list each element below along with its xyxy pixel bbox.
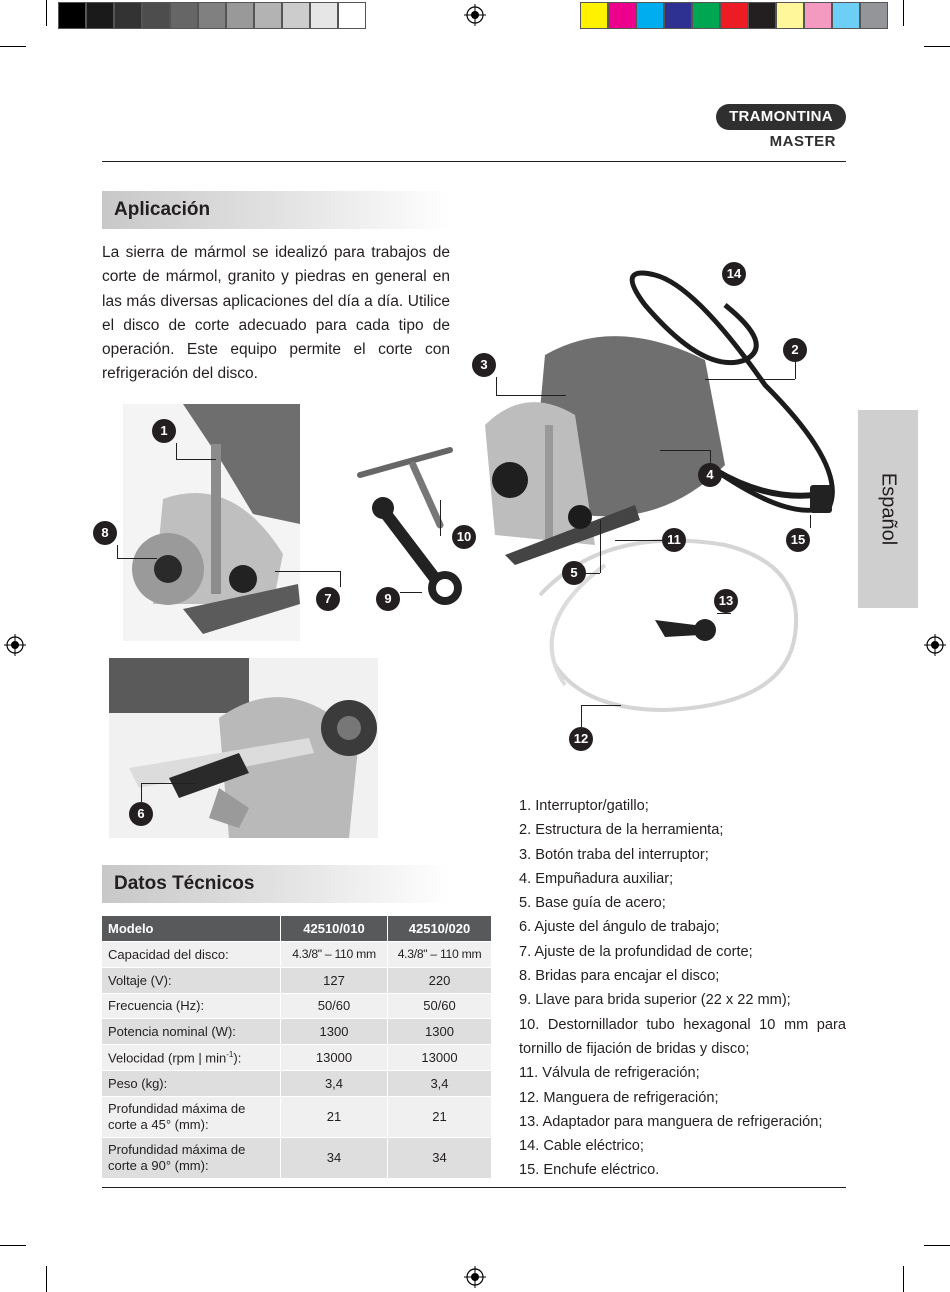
label-superscript: -1 — [226, 1049, 234, 1059]
color-swatch — [692, 2, 720, 29]
header-rule — [102, 161, 846, 162]
registration-mark-icon — [924, 634, 946, 656]
callout-14: 14 — [722, 262, 746, 286]
saw-blade-closeup-photo — [123, 404, 300, 641]
callout-leader — [141, 783, 142, 802]
callout-leader — [117, 558, 157, 559]
color-swatch — [170, 2, 198, 29]
table-row — [102, 942, 491, 968]
callout-11: 11 — [662, 528, 686, 552]
callout-leader — [795, 362, 796, 379]
table-cell: 1300 — [281, 1019, 388, 1045]
color-swatch — [636, 2, 664, 29]
crop-mark — [0, 46, 26, 47]
table-cell: 4.3/8" – 110 mm — [388, 942, 492, 968]
table-cell: 21 — [281, 1096, 388, 1137]
list-item: 11. Válvula de refrigeración; — [519, 1065, 700, 1082]
callout-4: 4 — [698, 463, 722, 487]
color-swatch — [776, 2, 804, 29]
callout-leader — [710, 450, 711, 464]
color-swatch — [580, 2, 608, 29]
brand-sub-logo: MASTER — [769, 133, 836, 150]
callout-12: 12 — [569, 727, 593, 751]
color-swatch — [254, 2, 282, 29]
color-swatch — [310, 2, 338, 29]
table-cell: 3,4 — [388, 1070, 492, 1096]
table-cell: 50/60 — [388, 993, 492, 1019]
callout-leader — [400, 592, 422, 593]
label-text: Velocidad (rpm | min — [108, 1050, 227, 1066]
callout-leader — [600, 520, 601, 573]
table-cell: 13000 — [281, 1045, 388, 1071]
callout-3: 3 — [472, 353, 496, 377]
list-item: 7. Ajuste de la profundidad de corte; — [519, 943, 753, 960]
table-cell-label: Potencia nominal (W): — [102, 1019, 281, 1045]
crop-mark — [903, 0, 904, 26]
crop-mark — [924, 46, 950, 47]
callout-13: 13 — [714, 589, 738, 613]
callout-leader — [581, 705, 621, 706]
table-cell: 50/60 — [281, 993, 388, 1019]
color-swatch — [226, 2, 254, 29]
color-swatch — [86, 2, 114, 29]
table-row — [102, 1019, 491, 1045]
callout-2: 2 — [783, 338, 807, 362]
color-swatch — [832, 2, 860, 29]
callout-6: 6 — [129, 802, 153, 826]
list-item: 3. Botón traba del interruptor; — [519, 846, 709, 863]
crop-mark — [0, 1245, 26, 1246]
language-tab — [858, 410, 918, 608]
callout-leader — [176, 459, 216, 460]
list-item: 8. Bridas para encajar el disco; — [519, 968, 720, 985]
callout-leader — [496, 377, 497, 395]
color-swatch — [58, 2, 86, 29]
table-cell-label: Frecuencia (Hz): — [102, 993, 281, 1019]
list-item: 4. Empuñadura auxiliar; — [519, 870, 674, 887]
callout-7: 7 — [316, 587, 340, 611]
callout-leader — [660, 450, 710, 451]
table-cell-label: Voltaje (V): — [102, 967, 281, 993]
table-row — [102, 967, 491, 993]
callout-leader — [275, 571, 340, 572]
color-swatch — [282, 2, 310, 29]
crop-mark — [46, 1266, 47, 1292]
section-title-tech-data: Datos Técnicos — [102, 865, 450, 903]
table-cell-label — [102, 1045, 281, 1071]
color-swatch — [338, 2, 366, 29]
table-row — [102, 1070, 491, 1096]
table-row — [102, 993, 491, 1019]
callout-leader — [496, 395, 566, 396]
table-cell: 220 — [388, 967, 492, 993]
color-swatch — [142, 2, 170, 29]
label-text: ): — [233, 1050, 242, 1066]
callout-15: 15 — [786, 528, 810, 552]
callout-5: 5 — [562, 561, 586, 585]
registration-mark-icon — [464, 1266, 486, 1288]
callout-leader — [117, 545, 118, 559]
color-swatch — [608, 2, 636, 29]
callout-9: 9 — [376, 587, 400, 611]
table-cell-label: Profundidad máxima de corte a 45° (mm): — [102, 1096, 281, 1137]
parts-list — [519, 794, 846, 1183]
registration-mark-icon — [4, 634, 26, 656]
table-cell: 3,4 — [281, 1070, 388, 1096]
callout-leader — [176, 443, 177, 459]
callout-leader — [717, 613, 731, 614]
application-text: La sierra de mármol se idealizó para trabajos de corte de mármol, granito y piedras en general en las más diversas aplicaciones del día a día. Utilice el disco de corte adecuado para cada tipo de operación. Este equipo permite el corte con refrigeración del disco. — [102, 244, 450, 383]
table-header-row — [102, 916, 491, 942]
table-cell: 34 — [281, 1137, 388, 1178]
registration-mark-icon — [464, 4, 486, 26]
table-row — [102, 1096, 491, 1137]
table-cell: 13000 — [388, 1045, 492, 1071]
table-row — [102, 1045, 491, 1071]
list-item: 2. Estructura de la herramienta; — [519, 822, 724, 839]
callout-leader — [810, 515, 811, 528]
list-item: 6. Ajuste del ángulo de trabajo; — [519, 919, 720, 936]
table-header-cell: Modelo — [102, 916, 281, 942]
table-cell: 1300 — [388, 1019, 492, 1045]
tech-data-table — [102, 916, 491, 1178]
table-cell-label: Capacidad del disco: — [102, 942, 281, 968]
callout-10: 10 — [452, 525, 476, 549]
color-swatch — [804, 2, 832, 29]
table-cell: 21 — [388, 1096, 492, 1137]
color-swatch — [720, 2, 748, 29]
callout-leader — [705, 379, 795, 380]
list-item: 13. Adaptador para manguera de refrigeración; — [519, 1113, 823, 1130]
list-item: 10. Destornillador tubo hexagonal 10 mm para tornillo de fijación de bridas y disco; — [519, 1016, 846, 1057]
table-header-cell: 42510/010 — [281, 916, 388, 942]
table-header-cell: 42510/020 — [388, 916, 492, 942]
table-cell: 127 — [281, 967, 388, 993]
color-swatch — [114, 2, 142, 29]
table-cell: 4.3/8" – 110 mm — [281, 942, 388, 968]
color-swatch — [198, 2, 226, 29]
callout-leader — [615, 540, 662, 541]
accessory-keys-photo — [355, 440, 475, 605]
callout-leader — [340, 571, 341, 587]
color-swatch — [748, 2, 776, 29]
footer-rule — [102, 1187, 846, 1188]
callout-8: 8 — [93, 521, 117, 545]
list-item: 12. Manguera de refrigeración; — [519, 1089, 719, 1106]
callout-1: 1 — [152, 419, 176, 443]
color-swatch — [860, 2, 888, 29]
color-swatch — [664, 2, 692, 29]
table-cell: 34 — [388, 1137, 492, 1178]
list-item: 9. Llave para brida superior (22 x 22 mm); — [519, 992, 791, 1009]
callout-leader — [141, 783, 196, 784]
list-item: 14. Cable eléctrico; — [519, 1138, 644, 1155]
list-item: 5. Base guía de acero; — [519, 895, 666, 912]
callout-leader — [581, 705, 582, 727]
list-item: 15. Enchufe eléctrico. — [519, 1162, 660, 1179]
callout-leader — [440, 500, 441, 536]
crop-mark — [46, 0, 47, 26]
language-tab-label: Español — [877, 472, 900, 546]
crop-mark — [903, 1266, 904, 1292]
table-row — [102, 1137, 491, 1178]
marble-saw-main-photo — [465, 265, 850, 735]
section-title-application: Aplicación — [102, 191, 450, 229]
table-cell-label: Profundidad máxima de corte a 90° (mm): — [102, 1137, 281, 1178]
list-item: 1. Interruptor/gatillo; — [519, 798, 649, 814]
crop-mark — [924, 1245, 950, 1246]
callout-leader — [586, 573, 600, 574]
table-cell-label: Peso (kg): — [102, 1070, 281, 1096]
brand-logo: TRAMONTINA — [716, 104, 846, 130]
